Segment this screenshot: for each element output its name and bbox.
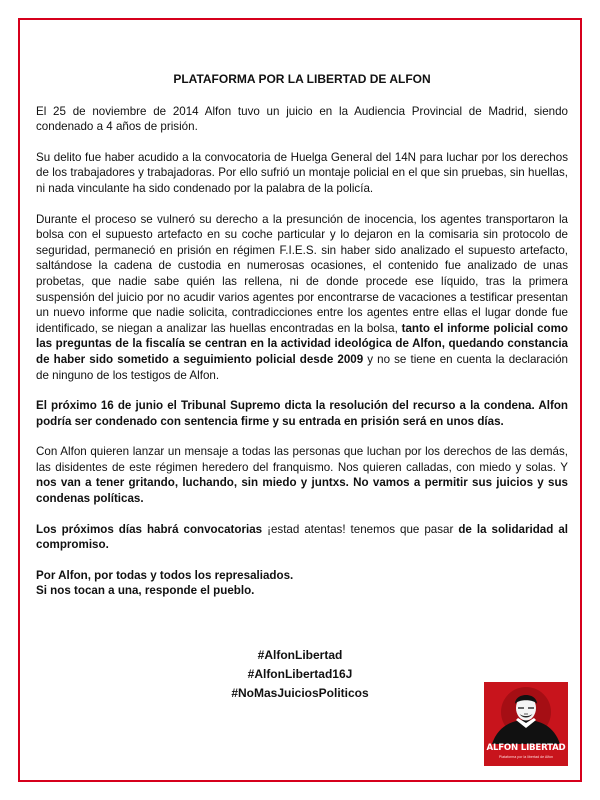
portrait-icon	[484, 682, 568, 766]
paragraph-process-bold: tanto el informe policial como las preguntas de la fiscalía se centran en la actividad ideológica de Alfon, quedando constancia de haber sido sometido a seguimiento policial desde 2009	[36, 321, 568, 366]
paragraph-message	[36, 444, 568, 506]
logo-title: ALFON LIBERTAD	[486, 743, 566, 753]
paragraph-message-text: Con Alfon quieren lanzar un mensaje a todas las personas que luchan por los derechos de las demás, las disidentes de este régimen heredero del franquismo. Nos quieren calladas, con miedo y solas. Y	[36, 445, 568, 474]
paragraph-process-text: Durante el proceso se vulneró su derecho a la presunción de inocencia, los agentes transportaron la bolsa con el supuesto artefacto en su coche particular y lo dejaron en la comisaria sin protocolo de seguridad, permaneció en prisión en régimen F.I.E.S. sin haber sido analizado el supuesto artefacto, saltándose la cadena de custodia en numerosas ocasiones, el contenido fue analizado de unas probetas, que nadie sabe quién las rellena, ni de donde procede ese líquido, tras la primera suspensión del juicio por no acudir varios agentes por encontrarse de vacaciones a testificar presentan un nuevo informe que nadie solicita, contradicciones entre los agentes entre ellas el lugar donde fue identificado, se niegan a analizar las huellas encontradas en la bolsa,	[36, 212, 568, 335]
hashtag-nomasjuiciospoliticos: #NoMasJuiciosPoliticos	[231, 686, 369, 700]
logo-subtitle: Plataforma por la libertad de Alfon	[498, 755, 554, 759]
closing-line-2: Si nos tocan a una, responde el pueblo.	[36, 584, 255, 598]
paragraph-message-bold: nos van a tener gritando, luchando, sin miedo y juntxs. No vamos a permitir sus juicios y sus condenas políticas.	[36, 476, 568, 506]
hashtag-alfonlibertad16j: #AlfonLibertad16J	[247, 667, 353, 681]
paragraph-trial: El 25 de noviembre de 2014 Alfon tuvo un juicio en la Audiencia Provincial de Madrid, siendo condenado a 4 años de prisión.	[36, 104, 568, 134]
document-title: PLATAFORMA POR LA LIBERTAD DE ALFON	[173, 72, 431, 86]
paragraph-closing	[36, 568, 568, 599]
paragraph-call-bold-end: de la solidaridad al compromiso.	[36, 522, 568, 552]
paragraph-process	[36, 212, 568, 384]
paragraph-crime: Su delito fue haber acudido a la convocatoria de Huelga General del 14N para luchar por los derechos de los trabajadores y trabajadoras. Por ello sufrió un montaje policial en el que sin pruebas, sin huellas, ni nada vinculante ha sido condenado por la palabra de la policía.	[36, 150, 568, 195]
paragraph-supreme-court: El próximo 16 de junio el Tribunal Supremo dicta la resolución del recurso a la condena. Alfon podría ser condenado con sentencia firme y su entrada en prisión será en unos días.	[36, 399, 568, 428]
paragraph-call	[36, 522, 568, 553]
paragraph-process-end: y no se tiene en cuenta la declaración de ninguno de los testigos de Alfon.	[36, 352, 568, 382]
paragraph-call-bold-start: Los próximos días habrá convocatorias	[36, 522, 263, 536]
closing-line-1: Por Alfon, por todas y todos los represaliados.	[36, 568, 294, 582]
alfon-libertad-logo	[484, 682, 568, 766]
paragraph-call-text: ¡estad atentas! tenemos que pasar	[262, 522, 459, 536]
document-page	[18, 18, 582, 782]
hashtag-alfonlibertad: #AlfonLibertad	[257, 648, 343, 662]
document-body	[36, 72, 568, 614]
